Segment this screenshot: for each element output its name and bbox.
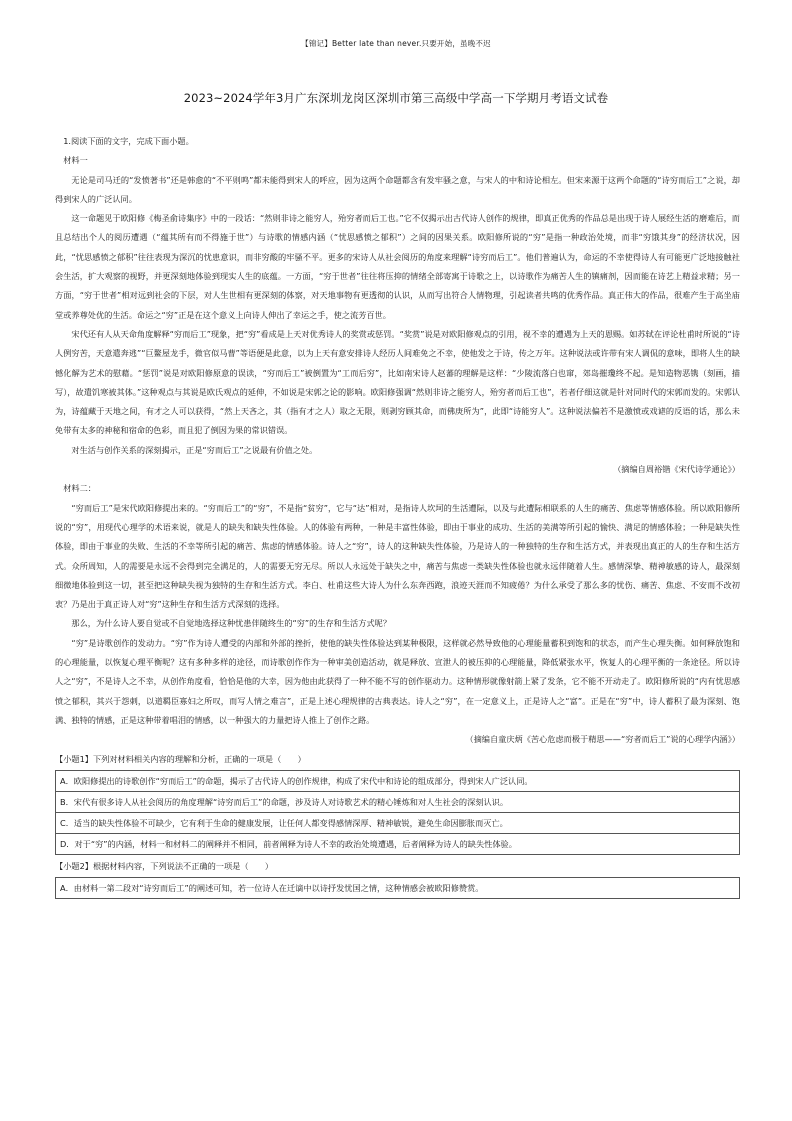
- option-b[interactable]: B．宋代有很多诗人从社会阅历的角度理解“诗穷而后工”的命题，涉及诗人对诗歌艺术的精心锤炼和对人生社会的深刻认识。: [55, 791, 740, 813]
- exam-title: 2023~2024学年3月广东深圳龙岗区深圳市第三高级中学高一下学期月考语文试卷: [183, 91, 609, 105]
- question-stem: 【小题2】根据材料内容，下列说法不正确的一项是（ ）: [55, 860, 274, 871]
- paragraph: 对生活与创作关系的深刻揭示，正是“穷而后工”之说最有价值之处。: [71, 444, 318, 455]
- paragraph: 那么，为什么诗人要自觉或不自觉地选择这种忧患伴随终生的“穷”的生存和生活方式呢？: [71, 618, 392, 629]
- question-instruction: 1.阅读下面的文字，完成下面小题。: [63, 136, 194, 146]
- option-d[interactable]: D．对于“穷”的内涵，材料一和材料二的阐释并不相同，前者阐释为诗人不幸的政治处境遭遇，后者阐释为诗人的缺失性体验。: [55, 833, 740, 855]
- paragraph: “穷而后工”是宋代欧阳修提出来的。“穷而后工”的“穷”，不是指“贫穷”，它与“达”相对，是指诗人坎坷的生活遭际，以及与此遭际相联系的人生的痛苦、焦虑等情感体验。所以欧阳修所说的“穷”，用现代心理学的术语来说，就是人的缺失和缺失性体验。人的体验有两种，一种是丰富性体验，即由于事业的成功、生活的美满等所引起的愉快、满足的情感体验；一种是缺失性体验，即由于事业的失败、生活的不幸等所引起的痛苦、焦虑的情感体验。诗人之“穷”，诗人的这种缺失性体验，乃是诗人的一种独特的生存和生活方式，并表现出真正的人的生存和生活方式。众所周知，人的需要是永远不会得到完全满足的，人的需要无穷无尽。所以人永远处于缺失之中，痛苦与焦虑一类缺失性体验也就永远伴随着人生。感情深挚、精神敏感的诗人，最深刻细微地体验到这一切，甚至把这种缺失视为独特的生存和生活方式。李白、杜甫这些大诗人为什么东奔西跑，浪迹天涯而不知疲倦？为什么承受了那么多的忧伤、痛苦、焦虑、不安而不改初衷？乃是出于真正诗人对“穷”这种生存和生活方式深刻的选择。: [55, 502, 740, 610]
- option-list: [55, 877, 740, 899]
- material-one: [55, 151, 740, 479]
- question-1: [55, 750, 740, 855]
- material-one-source: （摘编自周裕锴《宋代诗学通论》）: [613, 464, 740, 475]
- material-two-label: 材料二：: [63, 483, 96, 494]
- option-a[interactable]: A．欧阳修提出的诗歌创作“穷而后工”的命题，揭示了古代诗人的创作规律，构成了宋代中和诗论的组成部分，得到宋人广泛认同。: [55, 770, 740, 792]
- material-two-source: （摘编自童庆炳《苦心危虑而极于精思——“穷者而后工”说的心理学内涵》）: [465, 734, 740, 745]
- question-2: [55, 857, 740, 899]
- exam-content: [55, 132, 740, 901]
- option-c[interactable]: C．适当的缺失性体验不可缺少，它有利于生命的健康发展，让任何人都变得感情深厚、精神敏锐，避免生命因膨胀而灭亡。: [55, 812, 740, 834]
- material-two: [55, 479, 740, 749]
- material-one-label: 材料一: [63, 155, 88, 166]
- paragraph: 这一命题见于欧阳修《梅圣俞诗集序》中的一段话：“然则非诗之能穷人，殆穷者而后工也。”它不仅揭示出古代诗人创作的规律，即真正优秀的作品总是出现于诗人展经生活的磨难后，而且总结出个人的阅历遭遇（“蕴其所有而不得施于世”）与诗歌的情感内涵（“忧思感愤之郁积”）之间的因果关系。欧阳修所说的“穷”是指一种政治处境，而非“穷饿其身”的经济状况，因此，“忧思感愤之郁积”往往表现为深沉的忧患意识，而非穷酸的牢骚不平。更多的宋诗人从社会阅历的角度来理解“诗穷而后工”。他们普遍认为，命运的不幸使得诗人有可能更广泛地接触社会生活，扩大观察的视野，并更深刻地体验到现实人生的底蕴。一方面，“穷于世者”往往将压抑的情绪全部寄寓于诗歌之上，以诗歌作为痛苦人生的镇痛剂，因而能在诗艺上精益求精；另一方面，“穷于世者”相对远到社会的下层，对人生世相有更深刻的体察，对天地事物有更透彻的认识，从而写出符合人情物理，引起读者共鸣的优秀作品。真正伟大的作品，很难产生于高坐庙堂或养尊处优的生活。命运之“穷”正是在这个意义上向诗人伸出了幸运之手，使之流芳百世。: [55, 213, 740, 320]
- paragraph: 宋代还有人从天命角度解释“穷而后工”现象，把“穷”看成是上天对优秀诗人的奖赏或惩罚。“奖赏”说是对欧阳修观点的引用，视不幸的遭遇为上天的恩赐。如苏轼在评论杜甫时所说的“诗人例穷苦，天意遣奔逃”“巨鳌屋龙手，微官似马曹”等语便是此意，以为上天有意安排诗人经历人间难免之不幸，使他发之于诗，传之万年。这种说法或许带有宋人调侃的意味，即将人生的缺憾化解为艺术的慰藉。“惩罚”说是对欧阳修原意的误读，“穷而后工”被倒置为“工而后穷”，比如南宋诗人赵蕃的理解是这样：“少陵流落白也窜，郊岛摧瓊终不起。是知造物恶镌（刻画，描写），故遣饥寒被其体。”这种观点与其说是欧氏观点的延伸，不如说是宋郭之论的影响。欧阳修强调“然则非诗之能穷人，殆穷者而后工也”，若者仔细这就是针对同时代的宋郭而发的。宋郭认为，诗蕴藏于天地之间，有才之人可以获得，“然上天吝之，其（指有才之人）取之无限，则剥穷顾其命，而佛庚所为”，此即“诗能穷人”。这种说法偏若不是激愤或戏谑的反语的话，那么未免带有太多的神秘和宿命的色彩，而且犯了倒因为果的常识错误。: [55, 328, 740, 436]
- page-header: 【锦记】Better late than never.只要开始，虽晚不迟: [301, 39, 491, 48]
- option-list: [55, 770, 740, 855]
- question-stem: 【小题1】下列对材料相关内容的理解和分析，正确的一项是（ ）: [55, 753, 306, 764]
- paragraph: 无论是司马迁的“发愤著书”还是韩愈的“不平则鸣”都未能得到宋人的呼应，因为这两个命题都含有发牢骚之意，与宋人的中和诗论相左。但宋来源于这两个命题的“诗穷而后工”之说，却得到宋人的广泛认同。: [55, 174, 740, 204]
- option-a[interactable]: A．由材料一第二段对“诗穷而后工”的阐述可知，若一位诗人在迁谪中以诗抒发忧国之情，这种情感会被欧阳修赞赏。: [55, 877, 740, 899]
- paragraph: “穷”是诗歌创作的发动力。“穷”作为诗人遭受的内部和外部的挫折，使他的缺失性体验达到某种极限，这样就必然导致他的心理能量蓄积到饱和的状态，而产生心理失衡。如何释放饱和的心理能量，以恢复心理平衡呢？这有多种多样的途径，而诗歌创作作为一种审美创造活动，就是释放、宣泄人的被压抑的心理能量，降低紧张水平，恢复人的心理平衡的一条途径。所以诗人之“穷”，不是诗人之不幸，从创作角度看，恰恰是他的大幸，因为他由此获得了一种不能不写的创作驱动力。这种情形就像射箭上紧了发条，它不能不开动走了。欧阳修所说的“内有忧思感愤之郁积，其兴于怨刺，以道羁臣寡妇之所叹，而写人情之难言”，正是上述心理规律的古典表达。诗人之“穷”，在一定意义上，正是诗人之“富”。正是在“穷”中，诗人蓄积了最为深刻、饱满、独特的情感，正是这种带着唱泪的情感，以一种强大的力量把诗人推上了创作之路。: [55, 637, 740, 725]
